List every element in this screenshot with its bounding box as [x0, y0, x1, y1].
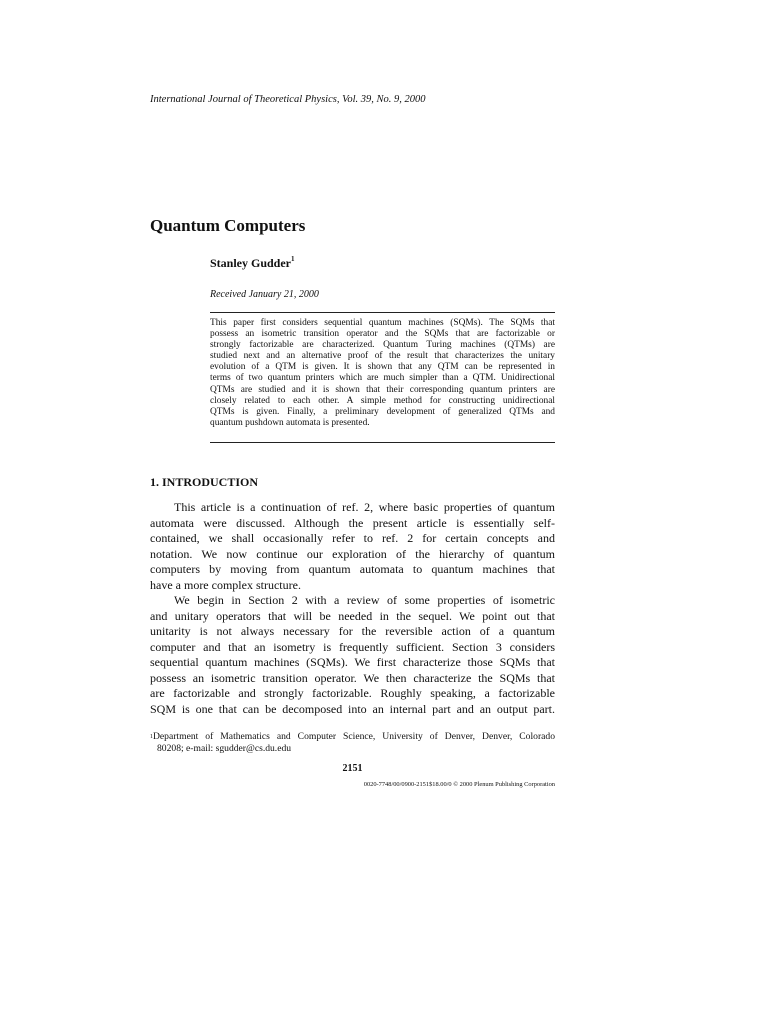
author-footnote-mark: 1 — [291, 255, 295, 263]
section-heading: 1. INTRODUCTION — [150, 475, 259, 489]
journal-citation: International Journal of Theoretical Physics, Vol. 39, No. 9, 2000 — [150, 94, 426, 105]
abstract-line: This paper first considers sequential quantum machines (SQMs). The SQMs that — [210, 318, 555, 328]
abstract-line: quantum pushdown automata is presented. — [210, 417, 370, 428]
copyright-line: 0020-7748/00/0900-2151$18.00/0 © 2000 Plenum Publishing Corporation — [363, 781, 555, 788]
body-line: have a more complex structure. — [150, 577, 301, 592]
article-title: Quantum Computers — [150, 216, 306, 235]
abstract-line: strongly factorizable are characterized. Quantum Turing machines (QTMs) are — [210, 340, 555, 351]
abstract-top-rule — [210, 312, 555, 313]
body-line: computers by moving from quantum automata to quantum machines that — [150, 562, 555, 576]
author-name-text: Stanley Gudder — [210, 256, 292, 270]
body-line: This article is a continuation of ref. 2, where basic properties of quantum — [174, 500, 555, 514]
page-number: 2151 — [342, 763, 363, 774]
abstract-line: studied next and an alternative proof of the result that characterizes the unitary — [210, 351, 555, 362]
author-name — [210, 256, 295, 271]
body-line: automata were discussed. Although the present article is essentially self- — [150, 515, 555, 530]
footnote-mark: 1 — [150, 734, 153, 740]
body-line: We begin in Section 2 with a review of some properties of isometric — [174, 593, 555, 607]
body-line: contained, we shall occasionally refer to ref. 2 for certain concepts and — [150, 531, 555, 545]
footnote — [150, 731, 555, 755]
abstract-line: possess an isometric transition operator and the SQMs that are factorizable or — [210, 329, 555, 340]
body-line: possess an isometric transition operator. We then characterize the SQMs that — [150, 670, 555, 685]
abstract — [210, 318, 555, 429]
abstract-line: QTMs are studied and it is shown that their corresponding quantum printers are — [210, 384, 555, 395]
abstract-line: QTMs is given. Finally, a preliminary development of generalized QTMs and — [210, 406, 555, 417]
body-line: SQM is one that can be decomposed into an internal part and an output part. — [150, 701, 555, 716]
received-date: Received January 21, 2000 — [210, 289, 319, 300]
body-text — [150, 500, 555, 717]
footnote-line-1-text: Department of Mathematics and Computer Science, University of Denver, Denver, Colorado — [153, 731, 555, 742]
abstract-line: evolution of a QTM is given. It is shown that any QTM can be represented in — [210, 362, 555, 373]
body-line: computer and that an isometry is frequently sufficient. Section 3 considers — [150, 639, 555, 654]
body-line: notation. We now continue our exploration of the hierarchy of quantum — [150, 546, 555, 561]
abstract-line: closely related to each other. A simple method for constructing unidirectional — [210, 395, 555, 406]
footnote-line: 80208; e-mail: sgudder@cs.du.edu — [157, 743, 292, 754]
abstract-line: terms of two quantum printers which are much simpler than a QTM. Unidirectional — [210, 373, 555, 384]
body-line: sequential quantum machines (SQMs). We first characterize those SQMs that — [150, 655, 555, 669]
footnote-line — [150, 731, 555, 743]
body-line: and unitary operators that will be needed in the sequel. We point out that — [150, 608, 555, 623]
abstract-bottom-rule — [210, 442, 555, 443]
body-line: unitarity is not always necessary for the reversible action of a quantum — [150, 624, 555, 638]
body-line: are factorizable and strongly factorizable. Roughly speaking, a factorizable — [150, 686, 555, 700]
